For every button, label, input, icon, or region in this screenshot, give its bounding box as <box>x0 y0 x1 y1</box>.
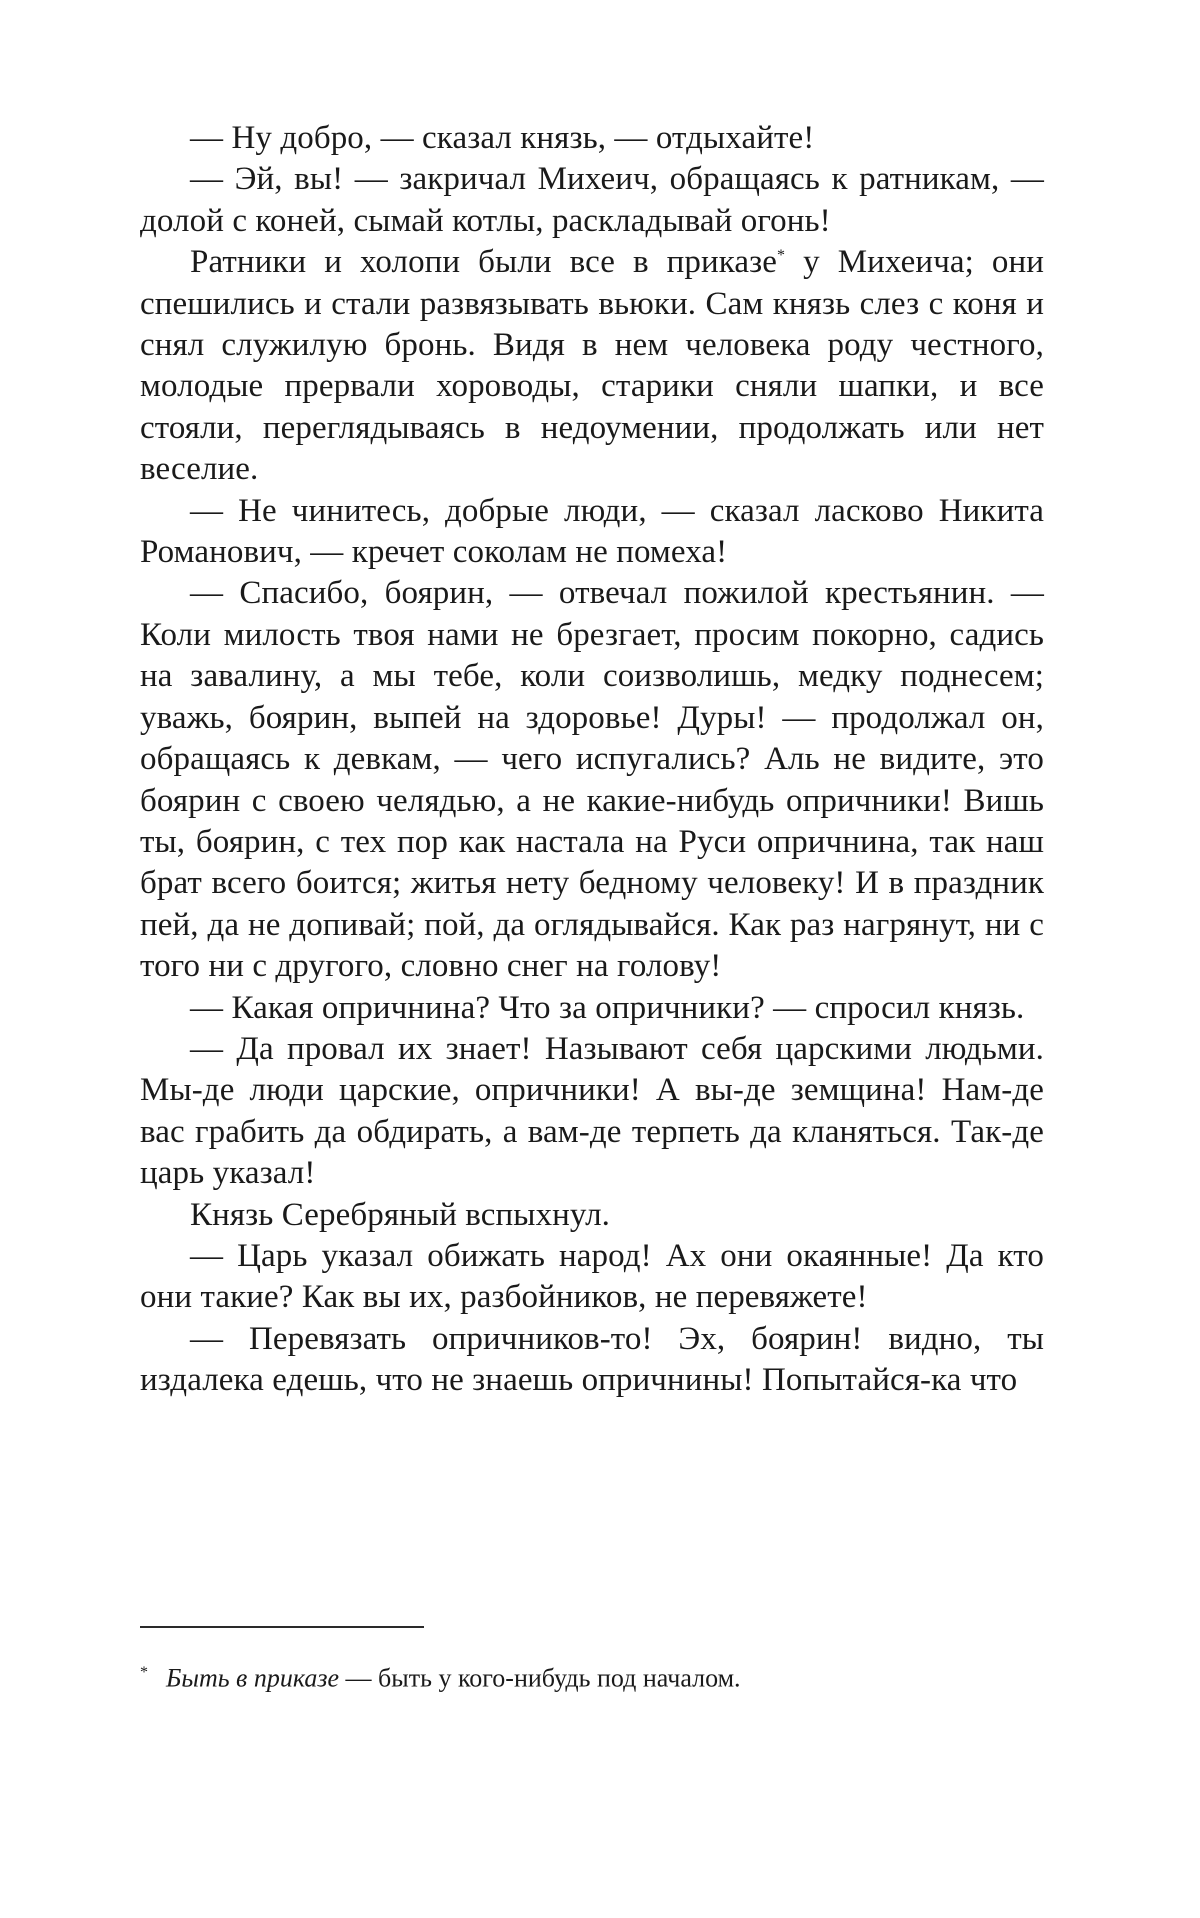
footnote-divider <box>140 1626 424 1628</box>
paragraph-4: — Не чинитесь, добрые люди, — сказал ласково Никита Романович, — кречет соколам не помеха! <box>140 492 1044 571</box>
paragraph-3-start: Ратники и холопи были все в приказе <box>190 244 778 281</box>
footnote-reference: * <box>777 247 786 265</box>
paragraph-1: — Ну добро, — сказал князь, — отдыхайте! <box>190 120 815 156</box>
footnote-text: — быть у кого-нибудь под началом. <box>339 1663 741 1693</box>
footnote-term: Быть в приказе <box>166 1663 340 1693</box>
paragraph-3 <box>140 242 1044 490</box>
main-text <box>140 118 1044 1402</box>
paragraph-10: — Перевязать опричников-то! Эх, боярин! видно, ты издалека едешь, что не знаешь опричнины! Попытайся-ка что <box>140 1320 1044 1399</box>
paragraph-3-rest: у Михеича; они спешились и стали развязывать вьюки. Сам князь слез с коня и снял служилую бронь. Видя в нем человека роду честного, молодые прервали хороводы, старики сняли шапки, и все стояли, переглядываясь в недоумении, продолжать или нет веселие. <box>140 244 1044 488</box>
paragraph-5: — Спасибо, боярин, — отвечал пожилой крестьянин. — Коли милость твоя нами не брезгает, просим покорно, садись на завалину, а мы тебе, коли соизволишь, медку поднесем; уважь, боярин, выпей на здоровье! Дуры! — продолжал он, обращаясь к девкам, — чего испугались? Аль не видите, это боярин с своею челядью, а не какие-нибудь опричники! Вишь ты, боярин, с тех пор как настала на Руси опричнина, так наш брат всего боится; житья нету бедному человеку! И в праздник пей, да не допивай; пой, да оглядывайся. Как раз нагрянут, ни с того ни с другого, словно снег на голову! <box>140 575 1044 985</box>
paragraph-8: Князь Серебряный вспыхнул. <box>190 1196 610 1233</box>
footnote <box>140 1656 1044 1696</box>
paragraph-2: — Эй, вы! — закричал Михеич, обращаясь к ратникам, — долой с коней, сымай котлы, раскладывай огонь! <box>140 161 1044 239</box>
paragraph-9: — Царь указал обижать народ! Ах они окаянные! Да кто они такие? Как вы их, разбойников, не перевяжете! <box>140 1237 1044 1316</box>
paragraph-7: — Да провал их знает! Называют себя царскими людьми. Мы-де люди царские, опричники! А вы-де земщина! Нам-де вас грабить да обдирать, а вам-де терпеть да кланяться. Так-де царь указал! <box>140 1030 1044 1192</box>
footnote-marker: * <box>140 1664 148 1681</box>
paragraph-6: — Какая опричнина? Что за опричники? — спросил князь. <box>190 989 1025 1026</box>
